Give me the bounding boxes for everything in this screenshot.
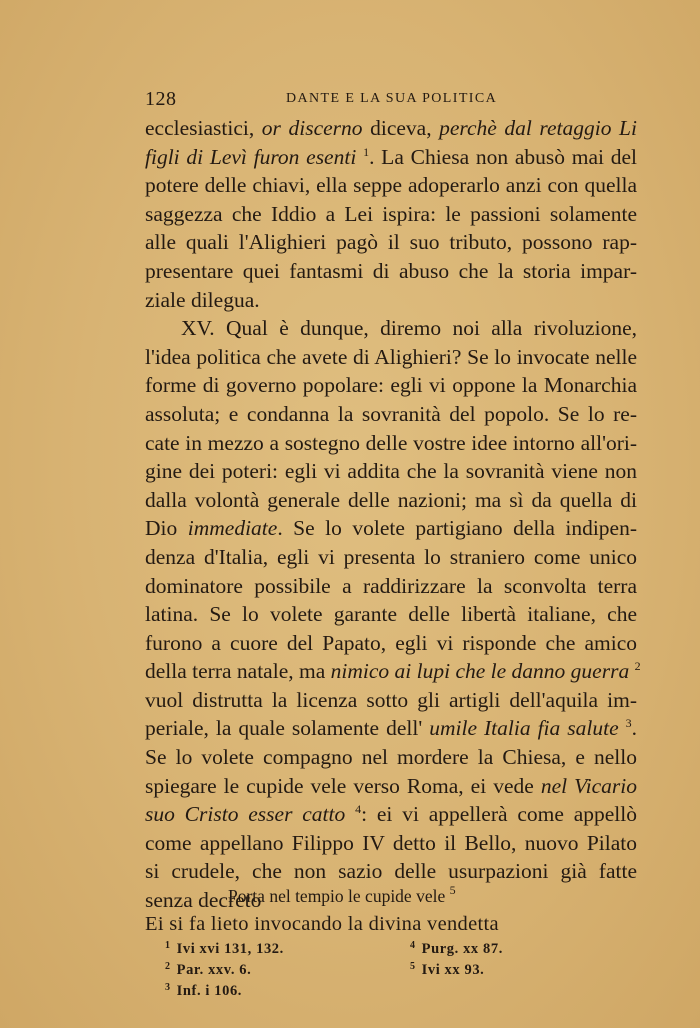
text-run: cate in mezzo a sostegno delle vostre idee intorno all'ori-	[145, 430, 637, 455]
text-run: assoluta; e condanna la sovranità del popolo. Se lo re-	[145, 401, 637, 426]
italic-run: figli di Levì furon esenti	[145, 144, 357, 169]
text-line	[145, 800, 637, 829]
text-run: senza decreto	[145, 888, 262, 913]
text-run: XV. Qual è dunque, diremo noi alla rivoluzione,	[181, 316, 637, 341]
text-run: l'idea politica che avete di Alighieri? Se lo invocate nelle	[145, 344, 637, 369]
text-run: vuol distrutta la licenza sotto gli artigli dell'aquila im-	[145, 687, 637, 712]
text-line	[145, 572, 637, 601]
text-run: gine dei poteri: egli vi addita che la sovranità viene non	[145, 459, 637, 484]
text-line	[145, 629, 637, 658]
text-line	[145, 429, 637, 458]
footnote-text: Purg. xx 87.	[421, 941, 503, 957]
text-run: dalla volontà generale delle nazioni; ma sì da quella di	[145, 487, 637, 512]
text-run: della terra natale, ma	[145, 659, 331, 684]
text-line	[145, 286, 637, 315]
text-line	[145, 400, 637, 429]
footnote-text: Inf. i 106.	[176, 983, 243, 999]
text-run: Dio	[145, 516, 188, 541]
verse-line-1	[145, 883, 637, 909]
verse-line-2: Ei si fa lieto invocando la divina vendetta	[145, 913, 499, 935]
footnote-number: 2	[165, 961, 171, 972]
footnote-text: Ivi xx 93.	[421, 962, 485, 978]
italic-run: or discerno	[261, 116, 363, 140]
text-run: come appellano Filippo IV detto il Bello, nuovo Pilato	[145, 830, 637, 855]
text-line	[145, 600, 637, 629]
text-line	[145, 657, 641, 686]
text-line	[145, 857, 637, 886]
text-line	[145, 543, 637, 572]
text-line	[145, 371, 637, 400]
footnote-number: 1	[165, 940, 171, 951]
text-run: ecclesiastici,	[145, 116, 262, 140]
text-line	[145, 829, 637, 858]
text-run: spiegare le cupide vele verso Roma, ei vede	[145, 773, 541, 798]
text-line	[145, 486, 637, 515]
page-number: 128	[145, 88, 177, 110]
text-run: denza d'Italia, egli vi presenta lo straniero come unico	[145, 544, 637, 569]
footnote-text: Par. xxv. 6.	[176, 962, 252, 978]
footnote-number: 3	[165, 982, 171, 993]
text-run: . La Chiesa non abusò mai del	[369, 144, 638, 169]
text-run: forme di governo popolare: egli vi oppone la Monarchia	[145, 373, 637, 398]
text-run: furono a cuore del Papato, egli vi risponde che amico	[145, 630, 637, 655]
footnote-ref: 3	[625, 716, 632, 731]
text-run: dominatore possibile a raddirizzare la sconvolta terra	[145, 573, 637, 598]
text-line	[145, 686, 637, 715]
footnote-number: 4	[410, 940, 416, 951]
verse-line-1-text: Porta nel tempio le cupide vele	[228, 886, 446, 906]
text-line	[145, 314, 637, 343]
italic-run: suo Cristo esser catto	[145, 802, 346, 827]
verse-quotation	[145, 883, 637, 939]
footnote	[165, 983, 242, 1000]
footnote	[410, 941, 503, 958]
text-line	[145, 257, 637, 286]
italic-run: immediate	[187, 516, 278, 541]
text-run: .	[631, 716, 637, 741]
text-line	[145, 772, 637, 801]
footnote	[165, 941, 284, 958]
italic-run: nel Vicario	[540, 773, 637, 798]
footnote-ref: 5	[449, 883, 456, 897]
text-line	[145, 457, 637, 486]
text-run: periale, la quale solamente dell'	[145, 716, 430, 741]
text-run: alle quali l'Alighieri pagò il suo tributo, possono rap-	[145, 230, 637, 255]
text-run: potere delle chiavi, ella seppe adoperarlo anzi con quella	[145, 173, 637, 198]
footnote	[410, 962, 484, 979]
running-title: DANTE E LA SUA POLITICA	[286, 91, 498, 106]
text-line	[145, 743, 637, 772]
footnote-ref: 4	[355, 802, 362, 817]
text-run: presentare quei fantasmi di abuso che la storia impar-	[145, 258, 637, 283]
footnote-text: Ivi xvi 131, 132.	[176, 941, 284, 957]
text-run: latina. Se lo volete garante delle libertà italiane, che	[145, 602, 637, 627]
text-run: . Se lo volete partigiano della indipen-	[277, 516, 637, 541]
footnote-ref: 1	[363, 144, 370, 159]
text-run	[619, 716, 626, 740]
text-line	[145, 114, 637, 143]
body-text	[145, 114, 641, 915]
italic-run: nimico ai lupi che le danno guerra	[330, 659, 630, 684]
italic-run: perchè dal retaggio Li	[439, 116, 637, 140]
text-line	[145, 228, 637, 257]
text-run: saggezza che Iddio a Lei ispira: le passioni solamente	[145, 201, 637, 226]
text-line	[145, 514, 637, 543]
text-line	[145, 714, 637, 743]
text-run: : ei vi appellerà come appellò	[361, 802, 637, 827]
italic-run: umile Italia fia salute	[429, 716, 619, 741]
text-run: Se lo volete compagno nel mordere la Chiesa, e nello	[145, 745, 637, 770]
text-line	[145, 143, 637, 172]
text-run: si crudele, che non sazio delle usurpazioni già fatte	[145, 859, 637, 884]
footnote	[165, 962, 251, 979]
text-line	[145, 200, 637, 229]
text-run	[345, 802, 355, 826]
text-run: ziale dilegua.	[145, 287, 260, 312]
page-header	[145, 88, 637, 110]
text-line	[145, 171, 637, 200]
footnote-ref: 2	[634, 659, 641, 674]
footnote-number: 5	[410, 961, 416, 972]
text-run: diceva,	[362, 116, 440, 140]
text-line	[145, 343, 637, 372]
